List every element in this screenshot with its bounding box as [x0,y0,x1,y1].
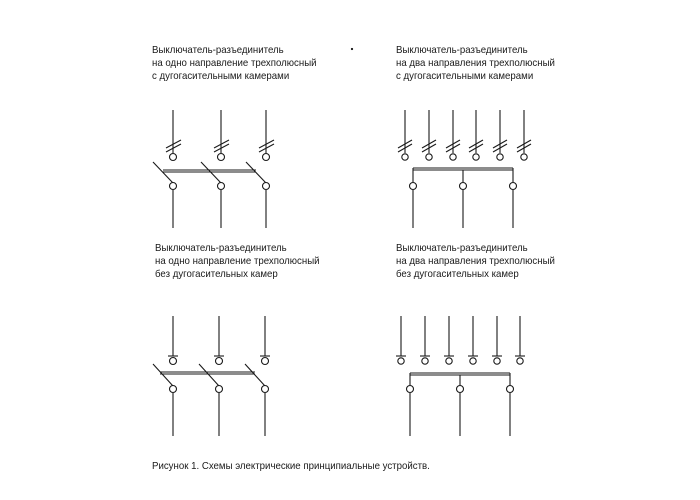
title-line: Выключатель-разъединитель [396,44,528,56]
upper-contacts [398,110,531,160]
pole-1 [153,110,181,228]
title-line: на два направления трехполюсный [396,57,555,69]
title-line: без дугогасительных камер [396,268,519,280]
pole-2 [199,316,224,436]
title-line: Выключатель-разъединитель [155,242,287,254]
pole-2 [201,110,229,228]
title-line: с дугогасительными камерами [152,70,290,82]
title-line: Выключатель-разъединитель [152,44,284,56]
pole-1 [153,316,178,436]
moving-contact [218,183,225,190]
pole-3 [246,110,274,228]
title-line: с дугогасительными камерами [396,70,534,82]
schematic-two-directions-with-arc-chambers [398,110,531,228]
schematic-one-direction-without-arc-chambers [153,316,270,436]
title-line: на два направления трехполюсный [396,255,555,267]
title-line: на одно направление трехполюсный [155,255,320,267]
stray-dot [351,48,352,49]
figure-caption: Рисунок 1. Схемы электрические принципиальные устройств. [152,460,430,472]
title-line: на одно направление трехполюсный [152,57,317,69]
moving-contact [170,183,177,190]
schematic-one-direction-with-arc-chambers [153,110,274,228]
fixed-contact [170,154,177,161]
fixed-contact [218,154,225,161]
fixed-contact [263,154,270,161]
upper-contacts [396,316,525,364]
title-line: без дугогасительных камер [155,268,278,280]
title-line: Выключатель-разъединитель [396,242,528,254]
moving-contact [263,183,270,190]
pole-3 [245,316,270,436]
schematic-two-directions-without-arc-chambers [396,316,525,436]
